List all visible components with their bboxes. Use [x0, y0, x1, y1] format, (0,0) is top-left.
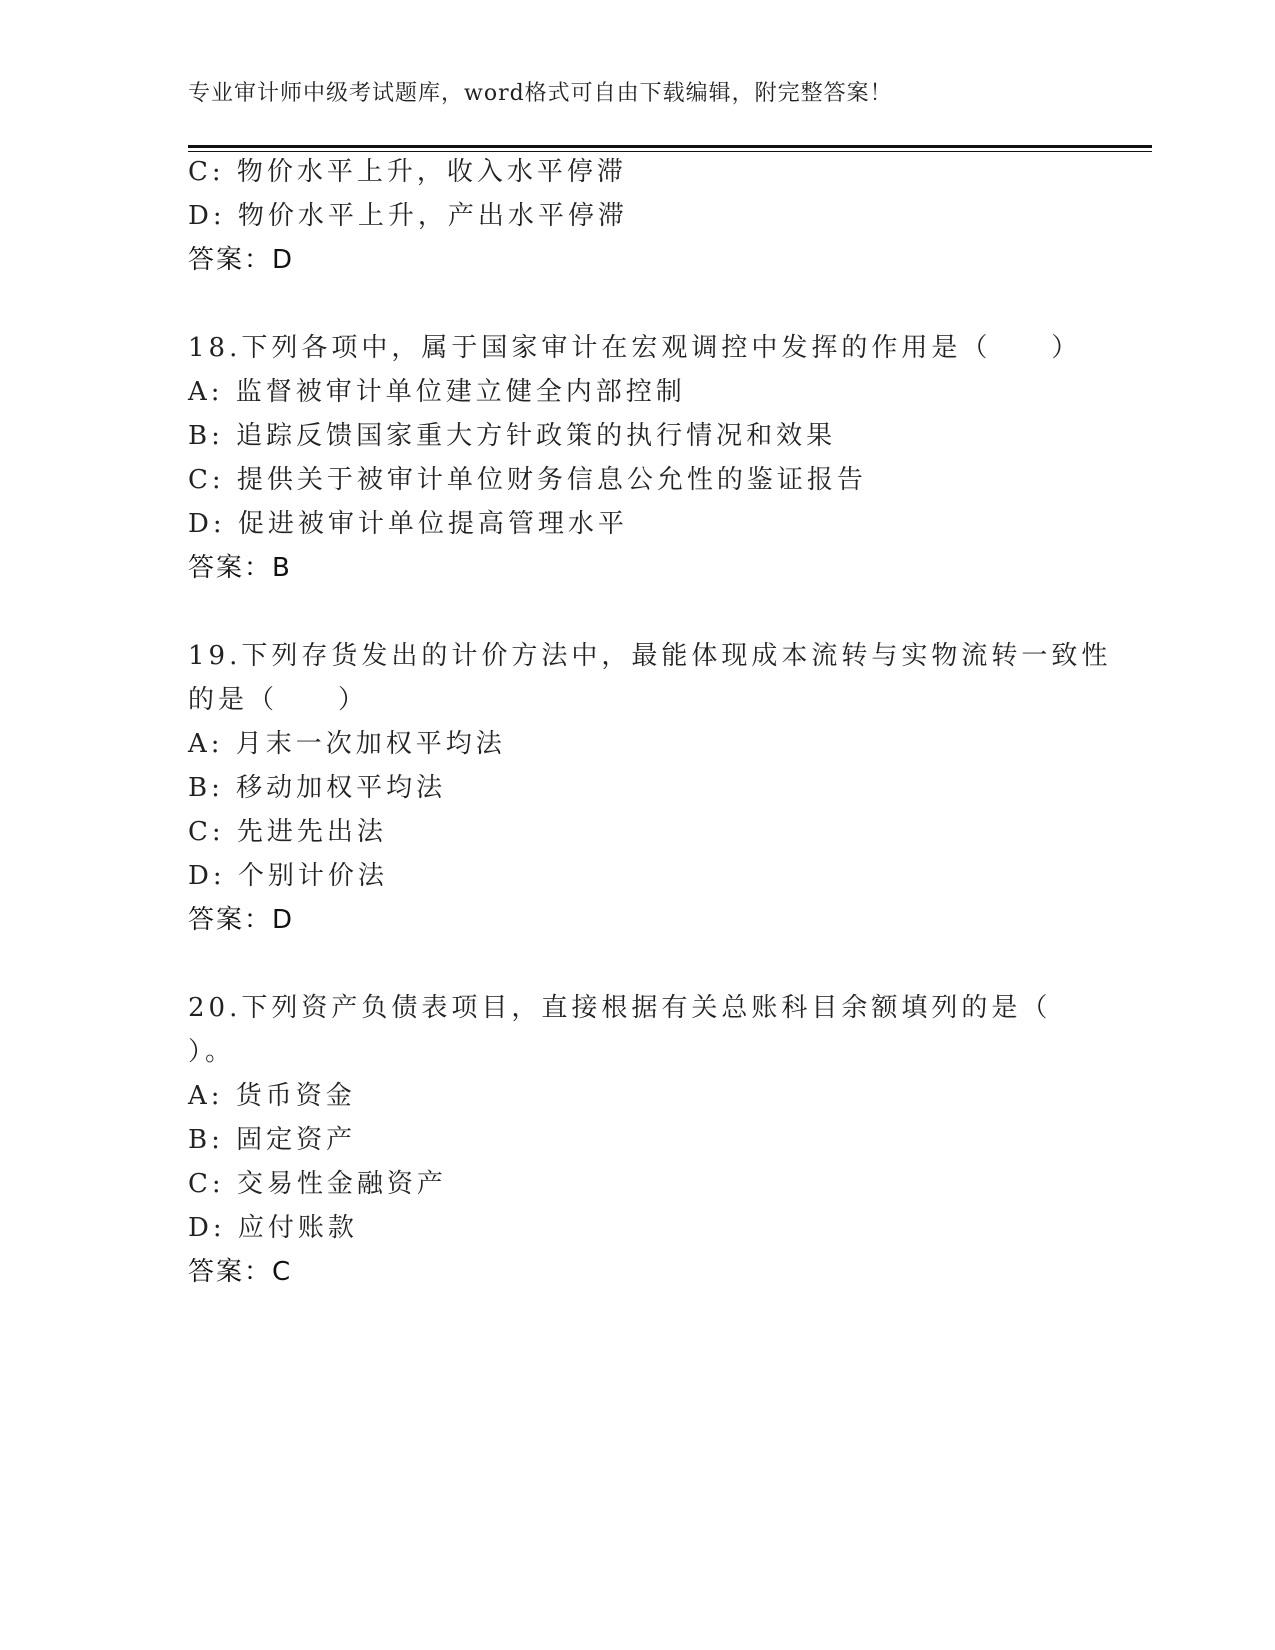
q19-stem-line2: 的是（ ） [188, 685, 369, 715]
q19-option-d: D: 个别计价法 [188, 861, 388, 891]
q20-option-a: A: 货币资金 [188, 1081, 356, 1111]
q18-option-c: C: 提供关于被审计单位财务信息公允性的鉴证报告 [188, 465, 867, 495]
q18-option-b: B: 追踪反馈国家重大方针政策的执行情况和效果 [188, 421, 837, 451]
q19-answer: 答案：D [188, 905, 295, 935]
q17-option-d: D: 物价水平上升，产出水平停滞 [188, 201, 628, 231]
q18-stem: 18.下列各项中，属于国家审计在宏观调控中发挥的作用是（ ） [188, 333, 1082, 363]
q17-answer: 答案：D [188, 245, 295, 275]
q19-option-b: B: 移动加权平均法 [188, 773, 447, 803]
q19-option-a: A: 月末一次加权平均法 [188, 729, 506, 759]
q20-option-b: B: 固定资产 [188, 1125, 357, 1155]
q18-answer: 答案：B [188, 553, 292, 583]
q19-stem-line1: 19.下列存货发出的计价方法中，最能体现成本流转与实物流转一致性 [188, 641, 1112, 671]
q20-stem-line1: 20.下列资产负债表项目，直接根据有关总账科目余额填列的是（ [188, 993, 1052, 1023]
page-header: 专业审计师中级考试题库，word格式可自由下载编辑，附完整答案！ [188, 81, 893, 106]
q20-option-c: C: 交易性金融资产 [188, 1169, 447, 1199]
q20-option-d: D: 应付账款 [188, 1213, 358, 1243]
q20-answer: 答案：C [188, 1257, 293, 1287]
q19-option-c: C: 先进先出法 [188, 817, 387, 847]
q17-option-c: C: 物价水平上升，收入水平停滞 [188, 157, 627, 187]
q20-stem-line2: ）。 [188, 1037, 236, 1067]
q18-option-d: D: 促进被审计单位提高管理水平 [188, 509, 628, 539]
header-rule-thin [188, 151, 1152, 152]
header-rule-thick [188, 145, 1152, 148]
q18-option-a: A: 监督被审计单位建立健全内部控制 [188, 377, 686, 407]
